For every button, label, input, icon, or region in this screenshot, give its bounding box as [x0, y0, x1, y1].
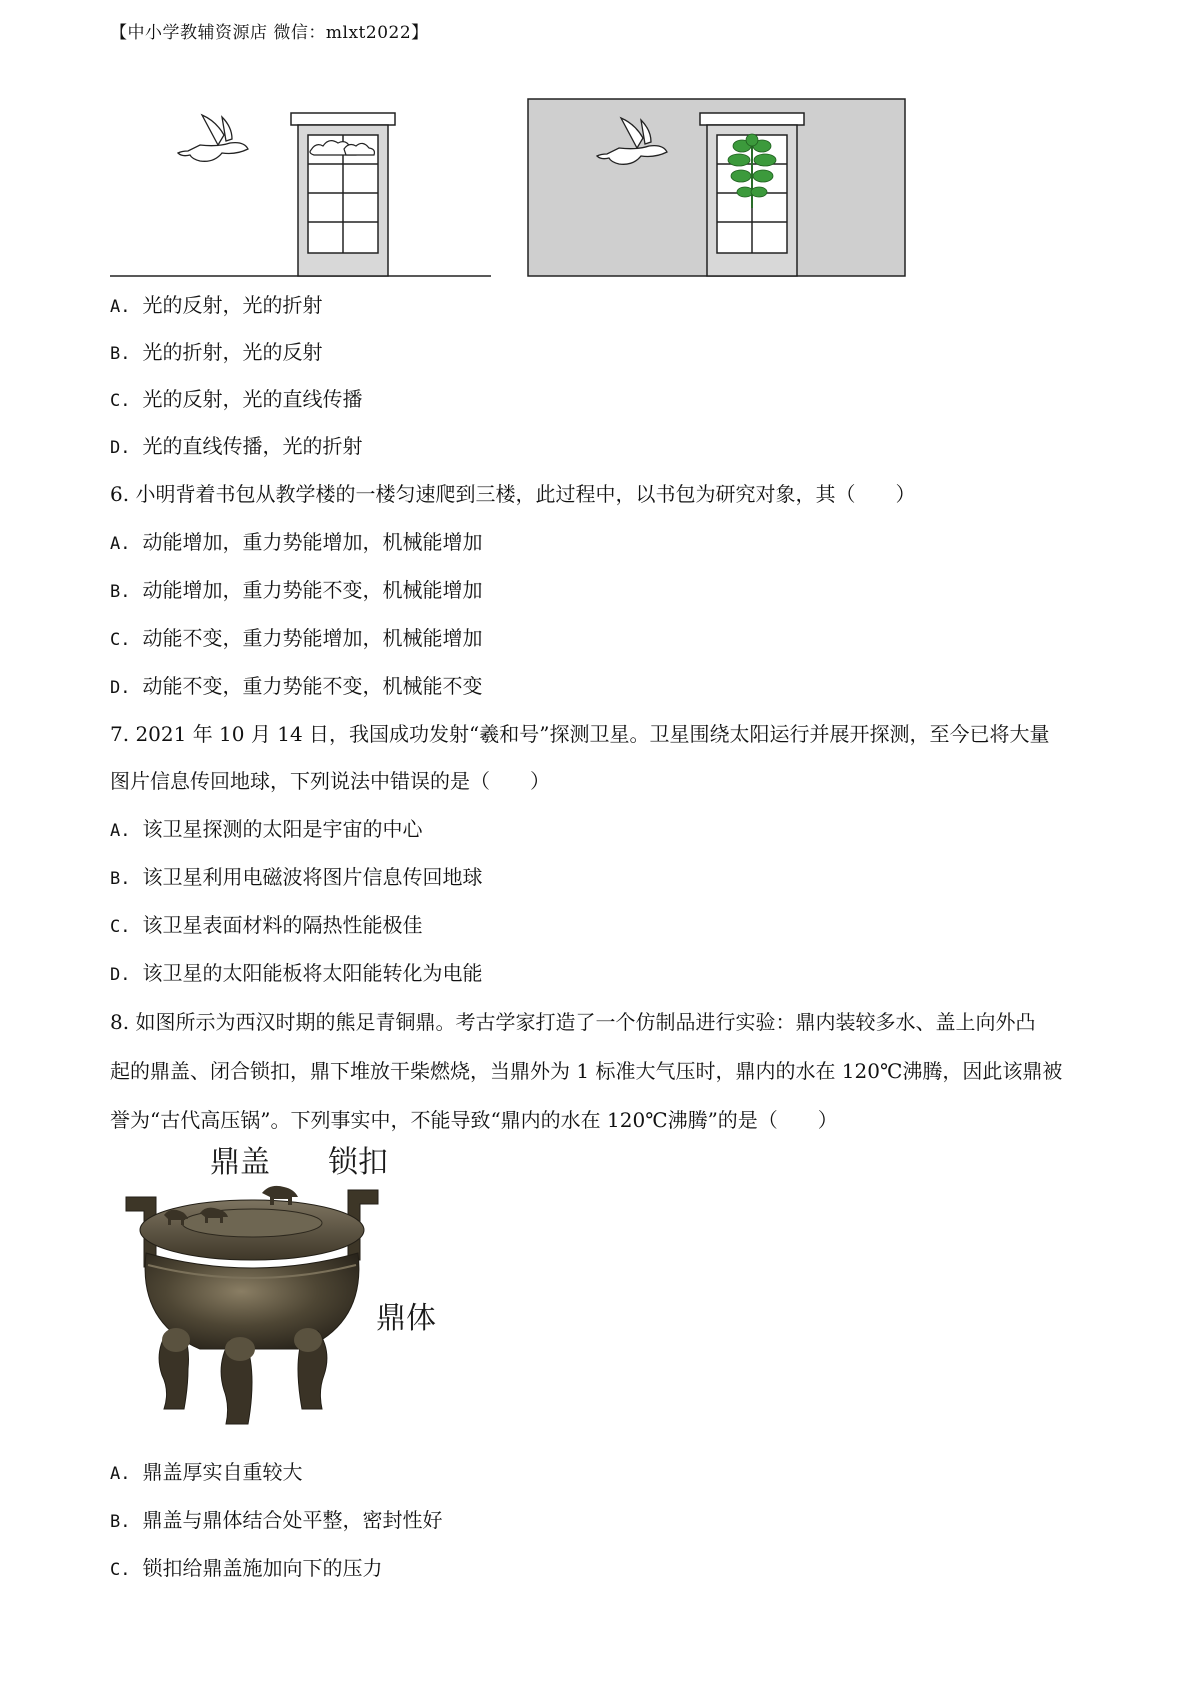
q7-stem-line1: 7. 2021 年 10 月 14 日，我国成功发射“羲和号”探测卫星。卫星围绕太阳运行并展开探测，至今已将大量 — [110, 722, 1050, 746]
q6-stem: 6. 小明背着书包从教学楼的一楼匀速爬到三楼，此过程中，以书包为研究对象，其（ ） — [110, 482, 916, 506]
q5-option-c: C. 光的反射，光的直线传播 — [110, 387, 363, 411]
q8-option-c: C. 锁扣给鼎盖施加向下的压力 — [110, 1556, 383, 1580]
label-lid: 鼎盖 — [210, 1145, 270, 1180]
q7-option-b: B. 该卫星利用电磁波将图片信息传回地球 — [110, 865, 483, 889]
q6-option-c: C. 动能不变，重力势能增加，机械能增加 — [110, 626, 483, 650]
q7-option-a: A. 该卫星探测的太阳是宇宙的中心 — [110, 817, 423, 841]
q8-option-a: A. 鼎盖厚实自重较大 — [110, 1460, 303, 1484]
q5-option-b: B. 光的折射，光的反射 — [110, 340, 323, 364]
q6-option-a: A. 动能增加，重力势能增加，机械能增加 — [110, 530, 483, 554]
bronze-ding-figure — [112, 1135, 462, 1435]
q8-stem-line2: 起的鼎盖、闭合锁扣，鼎下堆放干柴燃烧，当鼎外为 1 标准大气压时，鼎内的水在 120℃沸腾，因此该鼎被 — [110, 1059, 1063, 1083]
q7-option-d: D. 该卫星的太阳能板将太阳能转化为电能 — [110, 961, 483, 985]
bird-icon — [178, 115, 248, 161]
q7-option-c: C. 该卫星表面材料的隔热性能极佳 — [110, 913, 423, 937]
q5-option-d: D. 光的直线传播，光的折射 — [110, 434, 363, 458]
q5-option-a: A. 光的反射，光的折射 — [110, 293, 323, 317]
q8-stem-line1: 8. 如图所示为西汉时期的熊足青铜鼎。考古学家打造了一个仿制品进行实验：鼎内装较多水、盖上向外凸 — [110, 1010, 1036, 1034]
q6-option-b: B. 动能增加，重力势能不变，机械能增加 — [110, 578, 483, 602]
q7-stem-line2: 图片信息传回地球，下列说法中错误的是（ ） — [110, 769, 550, 793]
q8-stem-line3: 誉为“古代高压锅”。下列事实中，不能导致“鼎内的水在 120℃沸腾”的是（ ） — [110, 1108, 838, 1132]
figure-window-plant — [527, 98, 907, 278]
label-lock: 锁扣 — [328, 1145, 388, 1180]
label-body: 鼎体 — [376, 1301, 436, 1336]
ding-vessel-image — [112, 1135, 462, 1435]
figure-window-plain — [108, 105, 493, 280]
page-header: 【中小学教辅资源店 微信：mlxt2022】 — [110, 23, 429, 43]
q8-option-b: B. 鼎盖与鼎体结合处平整，密封性好 — [110, 1508, 443, 1532]
q6-option-d: D. 动能不变，重力势能不变，机械能不变 — [110, 674, 483, 698]
